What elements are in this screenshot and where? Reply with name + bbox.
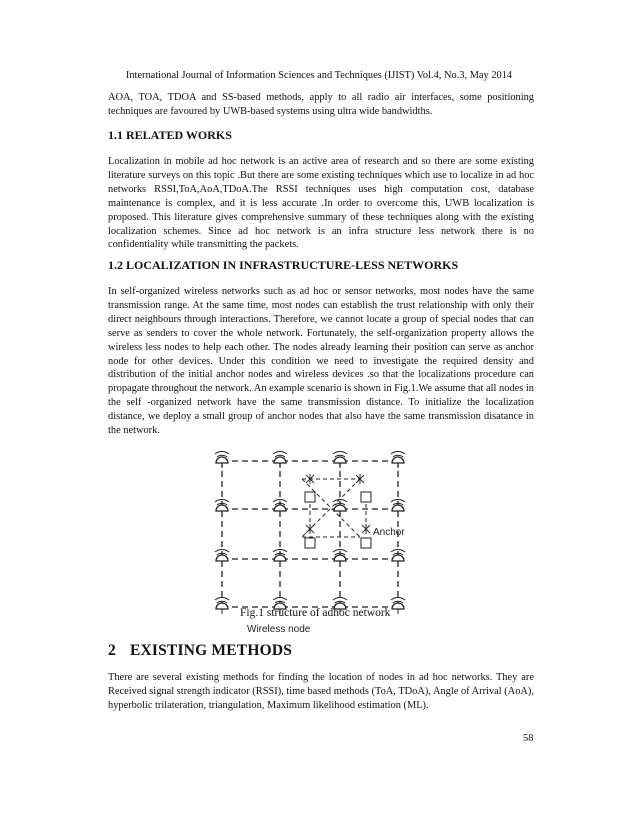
anchor-antennas bbox=[306, 474, 370, 534]
page-number: 58 bbox=[523, 733, 534, 744]
anchor-links bbox=[302, 479, 366, 537]
section-2-title: EXISTING METHODS bbox=[129, 642, 293, 659]
section-2-number: 2 bbox=[108, 642, 116, 659]
section-1-2-paragraph: In self-organized wireless networks such as ad hoc or sensor networks, most nodes have the same transmission range. At the same time, most nodes can establish the trust relationship with only their direct neighbours through interactions. Therefore, we cannot locate a group of special nodes that can serve as senders to cover the whole network. Fortunately, the self-organization property allows the wireless less nodes to help each other. The nodes already learning their position can serve as anchor node for other devices. Under this condition we need to investigate the required density and distribution of the initial anchor nodes and wireless devices .so that the localizations procedure can propagate throughout the network. An example scenario is shown in Fig.1.We assume that all nodes in the self -organized network have the same transmission distance. To initialize the localization distance, we deploy a small group of anchor nodes that also have the same transmission disatance in the network. bbox=[108, 286, 534, 437]
section-1-1-heading: 1.1 RELATED WORKS bbox=[108, 128, 232, 142]
journal-header: International Journal of Information Sciences and Techniques (IJIST) Vol.4, No.3, May 2014 bbox=[125, 70, 513, 81]
section-1-1-paragraph: Localization in mobile ad hoc network is an active area of research and so there are some existing literature surveys on this topic .But there are some existing techniques which use to localize in ad hoc networks RSSI,ToA,AoA,TDoA.The RSSI techniques uses high computation cost, database maintenance is complex, and it is less accurate .In order to overcome this, UWB localization is proposed. This literature gives comprehensive summary of these techniques along with the existing localization schemes. Since ad hoc network is an infra structure less network there is no confidentiality while transmitting the packets. bbox=[108, 156, 534, 251]
anchor-label: Anchor bbox=[373, 527, 405, 538]
section-2-paragraph: There are several existing methods for finding the location of nodes in ad hoc networks. They are Received signal strength indicator (RSSI), time based methods (ToA, TDoA), Angle of Arrival (AoA), hyperbolic trilateration, triangulation, Maximum likelihood estimation (ML). bbox=[108, 672, 534, 711]
intro-paragraph: AOA, TOA, TDOA and SS-based methods, apply to all radio air interfaces, some positioning techniques are favoured by UWB-based systems using ultra wide bandwidths. bbox=[108, 92, 534, 117]
section-2-heading bbox=[108, 642, 292, 660]
section-1-2-heading: 1.2 LOCALIZATION IN INFRASTRUCTURE-LESS NETWORKS bbox=[108, 258, 459, 272]
figure-caption: Fig.1 structure of adhoc network bbox=[240, 607, 391, 619]
wireless-node-label: Wireless node bbox=[247, 624, 311, 635]
